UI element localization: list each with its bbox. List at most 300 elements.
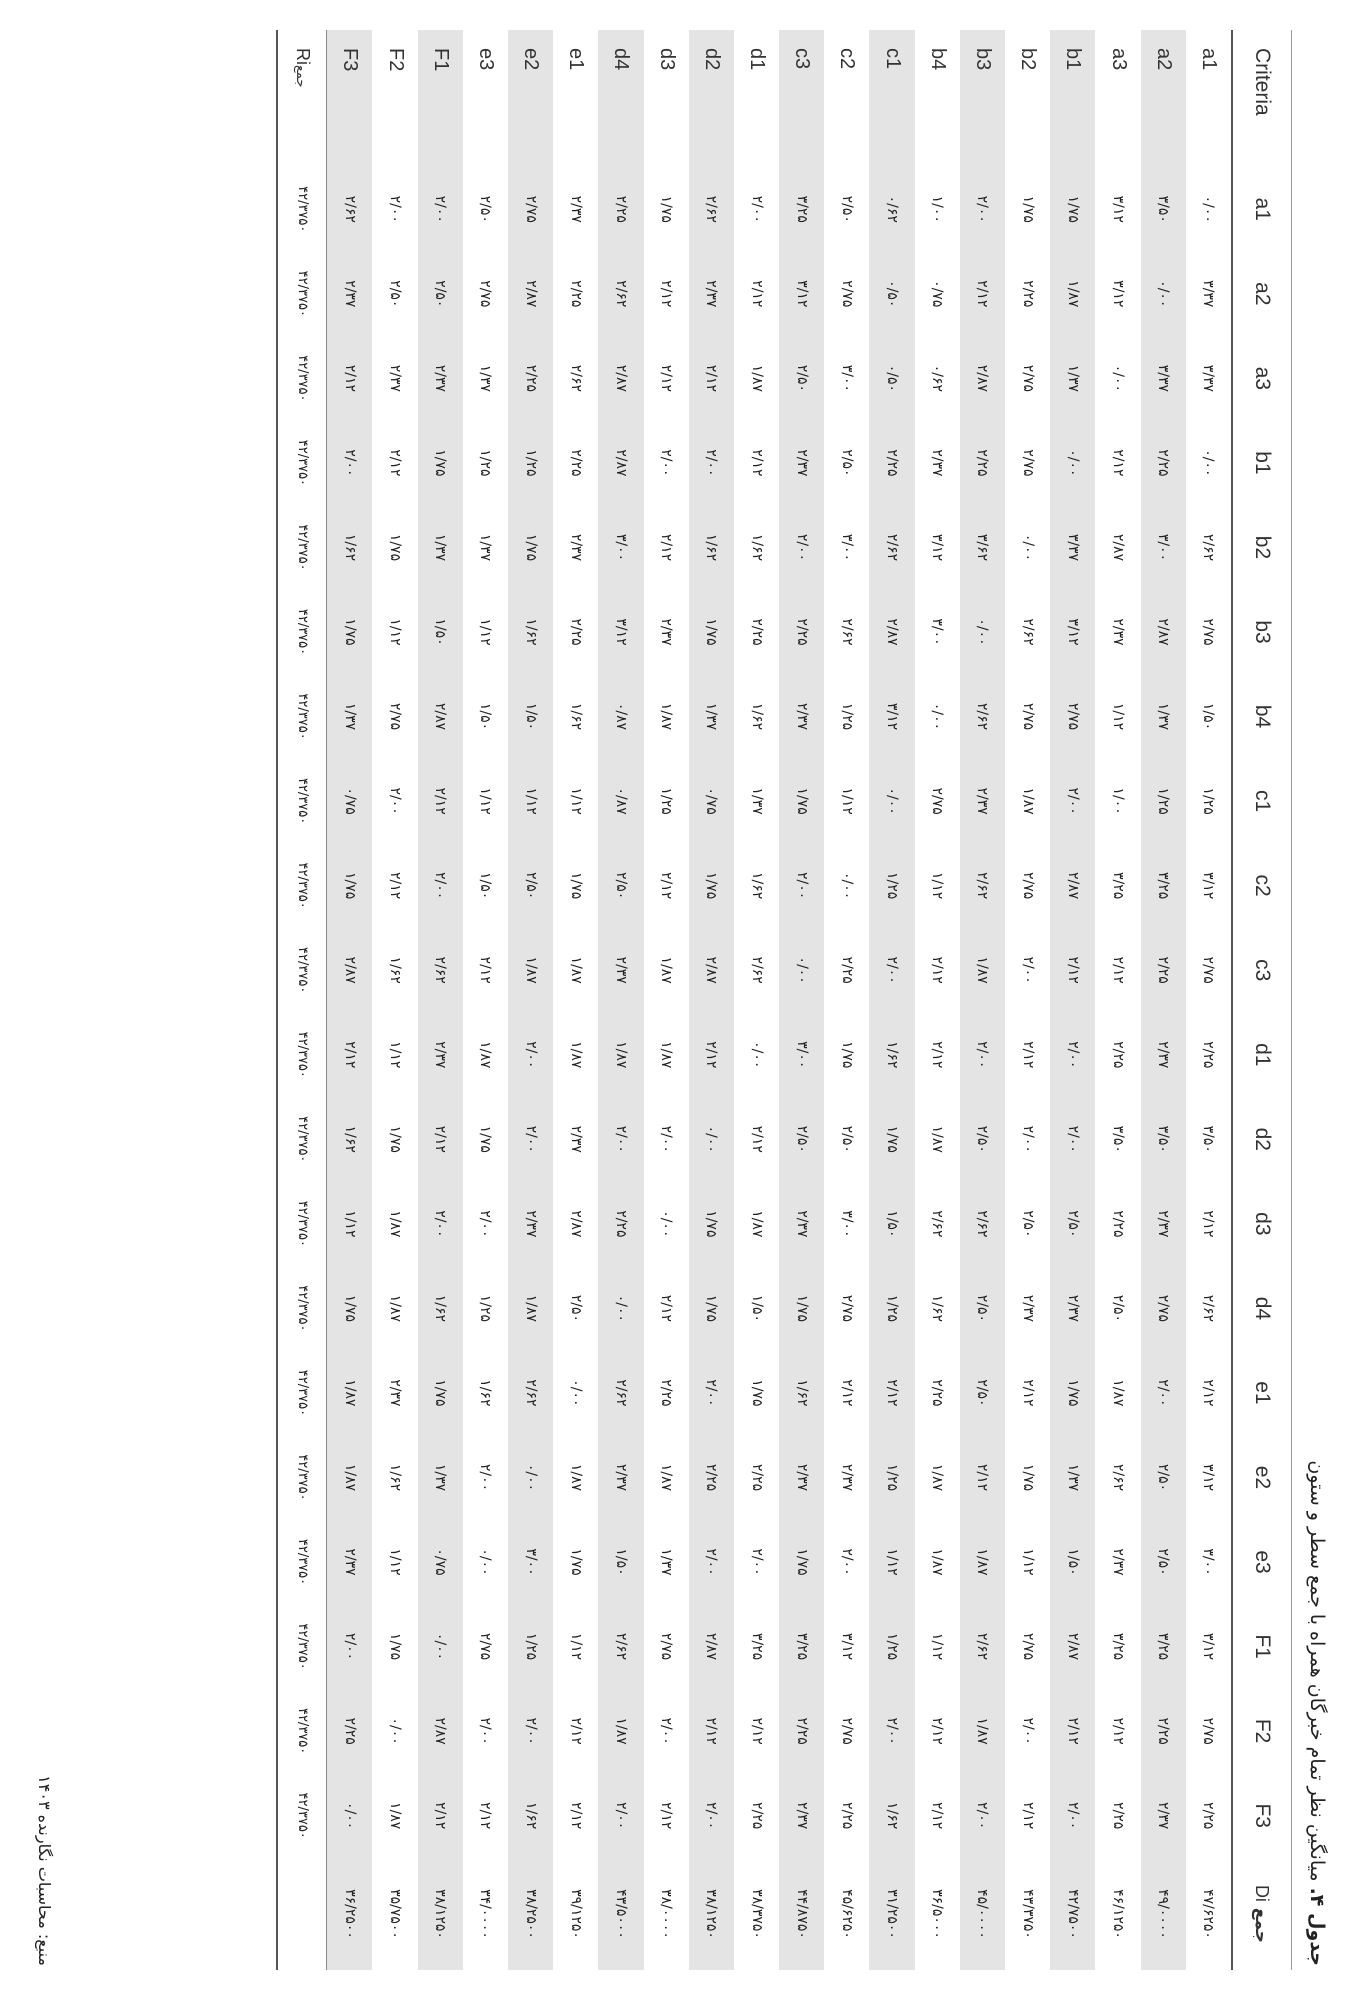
table-cell: ۲/۰۰ [477, 1210, 494, 1238]
table-cell: ۱/۷۵ [327, 843, 373, 928]
table-cell: ۰/۰۰ [508, 1435, 553, 1520]
table-cell: ۲/۱۲ [748, 280, 765, 308]
table-cell: ۲/۱۲ [838, 1379, 855, 1407]
table-cell: ۲/۱۲ [929, 956, 946, 984]
table-cell: ۱/۵۰ [477, 872, 494, 900]
table-cell: ۲/۱۲ [418, 1097, 463, 1182]
table-cell: ۰/۰۰ [838, 872, 855, 900]
table-cell: ۱/۲۵ [508, 421, 553, 506]
table-cell: ۰/۰۰ [1141, 252, 1186, 337]
table-cell: ۲/۱۲ [1019, 1802, 1036, 1830]
table-cell: ۳/۱۲ [1110, 280, 1127, 308]
table-cell: ۱/۸۷ [567, 956, 584, 984]
table-cell: ۱/۷۵ [689, 1182, 734, 1267]
table-cell: ۱/۳۷ [1141, 674, 1186, 759]
table-cell: ۲/۳۷ [658, 618, 675, 646]
table-cell: ۲/۰۰ [689, 1773, 734, 1858]
table-caption [1306, 1460, 1328, 1966]
table-cell: ۲/۳۷ [779, 1182, 824, 1267]
table-cell: ۳/۱۲ [870, 674, 915, 759]
table-cell: ۱/۷۵ [658, 195, 675, 223]
table-cell: ۰/۰۰ [689, 1097, 734, 1182]
table-cell: ۲/۸۷ [598, 421, 643, 506]
table-cell: ۱/۷۵ [567, 872, 584, 900]
table-cell: ۰/۸۷ [598, 759, 643, 844]
table-cell: ۳/۱۲ [598, 590, 643, 675]
row-criteria: b4 [926, 48, 949, 71]
table-cell: ۲/۷۵ [1019, 872, 1036, 900]
table-cell: ۲/۵۰ [477, 195, 494, 223]
table-cell: ۲/۲۵ [1110, 1802, 1127, 1830]
table-row [824, 30, 869, 1970]
table-cell: ۱/۲۵ [1141, 759, 1186, 844]
table-cell: ۲/۱۲ [1050, 1689, 1095, 1774]
table-cell: ۲/۰۰ [748, 195, 765, 223]
table-cell: ۳/۲۵ [1141, 843, 1186, 928]
sum-cell: ۴۲/۳۷۵۰ [277, 167, 327, 252]
table-cell: ۲/۳۷ [327, 1520, 373, 1605]
sum-cell: ۴۲/۳۷۵۰ [277, 505, 327, 590]
table-cell: ۲/۲۵ [1019, 280, 1036, 308]
table-cell: ۳/۳۷ [1141, 336, 1186, 421]
table-cell: ۱/۶۲ [508, 1773, 553, 1858]
header-criteria: Criteria [1232, 30, 1292, 167]
table-cell: ۳/۱۲ [838, 1632, 855, 1661]
table-cell: ۲/۰۰ [598, 1773, 643, 1858]
table-cell: ۱/۳۷ [689, 674, 734, 759]
table-cell: ۲/۱۲ [689, 1012, 734, 1097]
table-cell: ۲/۳۷ [1141, 1773, 1186, 1858]
table-cell: ۱/۶۲ [387, 1463, 404, 1492]
table-cell: ۲/۰۰ [477, 1463, 494, 1492]
table-cell: ۲/۱۲ [929, 1717, 946, 1745]
table-cell: ۱/۸۷ [929, 1463, 946, 1492]
header-cell: a2 [1232, 252, 1292, 337]
row-criteria: d3 [655, 48, 678, 71]
table-cell: ۲/۷۵ [477, 280, 494, 308]
table-cell: ۲/۸۷ [1050, 843, 1095, 928]
sum-cell: ۴۲/۳۷۵۰ [277, 1182, 327, 1267]
table-cell: ۲/۱۲ [689, 1689, 734, 1774]
table-cell: ۱/۸۷ [1050, 252, 1095, 337]
table-cell: ۲/۱۲ [1019, 1041, 1036, 1069]
table-cell: ۲/۳۷ [689, 252, 734, 337]
table-cell: ۲/۱۲ [477, 956, 494, 984]
table-cell: ۲/۱۲ [1019, 1379, 1036, 1407]
table-row [553, 30, 598, 1970]
table-cell: ۲/۲۵ [1141, 928, 1186, 1013]
table-cell: ۳/۲۵ [1110, 872, 1127, 900]
header-cell: b2 [1232, 505, 1292, 590]
table-cell: ۳۹/۱۲۵۰ [567, 1889, 584, 1939]
table-cell: ۲/۱۲ [418, 1773, 463, 1858]
header-cell: b4 [1232, 674, 1292, 759]
table-cell: ۱/۸۷ [929, 1548, 946, 1576]
table-cell: ۲/۷۵ [1200, 956, 1217, 984]
table-cell: ۲/۶۲ [1200, 1294, 1217, 1323]
table-cell: ۱/۶۲ [929, 1294, 946, 1323]
table-cell: ۳/۶۲ [960, 505, 1005, 590]
table-cell: ۲/۶۲ [960, 674, 1005, 759]
table-cell: ۱/۸۷ [387, 1210, 404, 1238]
table-cell: ۴۳/۵۰۰۰ [598, 1858, 643, 1970]
header-cell: F1 [1232, 1604, 1292, 1689]
table-cell: ۲/۶۲ [418, 928, 463, 1013]
table-cell: ۱/۸۷ [960, 1689, 1005, 1774]
table-cell: ۳۸/۱۲۵۰ [689, 1858, 734, 1970]
table-cell: ۲/۰۰ [658, 1717, 675, 1745]
table-cell: ۳/۰۰ [1141, 505, 1186, 590]
table-cell: ۴۳/۳۷۵۰ [1019, 1889, 1036, 1939]
table-cell: ۲/۰۰ [387, 787, 404, 815]
header-cell: b1 [1232, 421, 1292, 506]
table-cell: ۲/۱۲ [1200, 1210, 1217, 1238]
header-cell: d1 [1232, 1012, 1292, 1097]
table-cell: ۲/۶۲ [748, 956, 765, 984]
table-row [598, 30, 643, 1970]
table-cell: ۱/۸۷ [960, 1520, 1005, 1605]
table-cell: ۱/۱۲ [1110, 702, 1127, 731]
table-cell: ۲/۳۷ [779, 674, 824, 759]
table-cell: ۲/۰۰ [477, 1717, 494, 1745]
table-cell: ۲/۸۷ [598, 336, 643, 421]
table-cell: ۱/۳۷ [418, 505, 463, 590]
table-cell: ۲/۰۰ [327, 1604, 373, 1689]
table-cell: ۱/۸۷ [477, 1041, 494, 1069]
header-cell: d3 [1232, 1182, 1292, 1267]
table-cell: ۱/۸۷ [748, 1210, 765, 1238]
table-cell: ۳/۵۰ [1110, 1125, 1127, 1153]
table-cell: ۲/۱۲ [477, 1802, 494, 1830]
table-cell: ۰/۰۰ [477, 1548, 494, 1576]
table-cell: ۰/۶۲ [929, 364, 946, 392]
table-cell: ۲/۲۵ [748, 618, 765, 646]
table-cell: ۰/۵۰ [870, 336, 915, 421]
table-cell: ۱/۶۲ [870, 1012, 915, 1097]
table-row [1141, 30, 1186, 1970]
table-cell: ۱/۳۷ [1050, 1435, 1095, 1520]
table-cell: ۴۷/۶۲۵۰ [1200, 1889, 1217, 1939]
table-cell: ۲/۵۰ [418, 252, 463, 337]
table-cell: ۱/۶۲ [870, 1773, 915, 1858]
table-cell: ۲/۷۵ [1200, 1717, 1217, 1745]
table-cell: ۰/۰۰ [658, 1210, 675, 1238]
table-cell: ۱/۸۷ [658, 956, 675, 984]
table-cell: ۱/۷۵ [387, 1125, 404, 1153]
table-cell: ۲/۰۰ [1050, 1773, 1095, 1858]
table-cell: ۲/۶۲ [327, 167, 373, 252]
table-row [644, 30, 689, 1970]
row-criteria: a2 [1141, 30, 1186, 167]
table-cell: ۲/۳۷ [508, 1182, 553, 1267]
table-cell: ۲/۵۰ [838, 449, 855, 477]
table-cell: ۳/۱۲ [779, 252, 824, 337]
table-cell: ۲/۸۷ [508, 252, 553, 337]
table-cell: ۱/۶۲ [748, 533, 765, 562]
table-cell: ۳۸/۰۰۰۰ [658, 1889, 675, 1939]
table-cell: ۱/۳۷ [477, 533, 494, 562]
table-cell: ۳/۲۵ [748, 1632, 765, 1661]
table-cell: ۲/۰۰ [658, 449, 675, 477]
table-cell: ۲/۱۲ [960, 1435, 1005, 1520]
table-cell: ۱/۷۵ [689, 590, 734, 675]
table-cell: ۱/۷۵ [327, 590, 373, 675]
table-cell: ۲/۰۰ [1141, 1351, 1186, 1436]
table-row [372, 30, 417, 1970]
table-row [1005, 30, 1050, 1970]
table-cell: ۲/۲۵ [1141, 1689, 1186, 1774]
table-cell: ۳/۰۰ [779, 1012, 824, 1097]
row-criteria: F2 [384, 48, 407, 72]
table-cell: ۱/۵۰ [598, 1520, 643, 1605]
table-cell: ۲/۶۲ [1019, 618, 1036, 646]
header-di-sum [1232, 1858, 1292, 1970]
table-cell: ۲/۱۲ [327, 1012, 373, 1097]
table-cell: ۱/۶۲ [508, 590, 553, 675]
table-cell: ۲/۵۰ [838, 195, 855, 223]
table-cell: ۲/۸۷ [1141, 590, 1186, 675]
table-cell: ۴۹/۰۰۰۰ [1141, 1858, 1186, 1970]
table-cell: ۲/۰۰ [1050, 1097, 1095, 1182]
table-cell: ۲/۲۵ [1200, 1041, 1217, 1069]
table-cell: ۱/۷۵ [779, 759, 824, 844]
table-cell: ۲/۳۷ [567, 195, 584, 223]
table-cell: ۰/۰۰ [779, 928, 824, 1013]
table-cell: ۳۶/۲۵۰۰ [327, 1858, 373, 1970]
header-cell: e2 [1232, 1435, 1292, 1520]
table-cell: ۲/۷۵ [1200, 618, 1217, 646]
table-cell: ۲/۳۷ [1019, 1294, 1036, 1323]
table-cell: ۰/۷۵ [929, 280, 946, 308]
header-cell: c3 [1232, 928, 1292, 1013]
table-cell: ۱/۲۵ [870, 1604, 915, 1689]
table-row [779, 30, 824, 1970]
table-cell: ۲/۶۲ [838, 618, 855, 646]
table-cell: ۲/۲۵ [838, 1802, 855, 1830]
table-cell: ۳/۵۰ [1141, 1097, 1186, 1182]
table-cell: ۳/۵۰ [1141, 167, 1186, 252]
table-cell: ۱/۳۷ [477, 364, 494, 392]
table-cell: ۳۴/۰۰۰۰ [477, 1889, 494, 1939]
table-cell: ۳/۳۷ [1200, 280, 1217, 308]
table-cell: ۲/۶۲ [598, 1604, 643, 1689]
table-cell: ۳۸/۱۲۵۰ [418, 1858, 463, 1970]
table-cell: ۲/۳۷ [779, 421, 824, 506]
table-cell: ۱/۱۲ [929, 1632, 946, 1661]
table-cell: ۲/۰۰ [1050, 1012, 1095, 1097]
table-cell: ۲/۶۲ [870, 505, 915, 590]
table-cell: ۲/۰۰ [387, 195, 404, 223]
table-cell: ۰/۰۰ [567, 1379, 584, 1407]
table-cell: ۲/۶۲ [1110, 1463, 1127, 1492]
table-cell: ۱/۲۵ [1200, 787, 1217, 815]
table-cell: ۲/۷۵ [838, 1294, 855, 1323]
table-cell: ۱/۷۵ [387, 1632, 404, 1661]
header-cell: a3 [1232, 336, 1292, 421]
table-cell: ۲/۲۵ [1200, 1802, 1217, 1830]
table-cell: ۲/۲۵ [748, 1463, 765, 1492]
table-container [276, 30, 1292, 1970]
sum-cell: ۴۲/۳۷۵۰ [277, 674, 327, 759]
table-cell: ۱/۷۵ [327, 1266, 373, 1351]
table-cell: ۱/۱۲ [327, 1182, 373, 1267]
table-cell: ۱/۸۷ [658, 1041, 675, 1069]
table-cell: ۱/۵۰ [418, 590, 463, 675]
table-cell: ۱/۲۵ [870, 1435, 915, 1520]
table-cell: ۲/۶۲ [508, 1351, 553, 1436]
table-cell: ۱/۵۰ [1200, 702, 1217, 731]
table-cell: ۲/۲۵ [748, 1802, 765, 1830]
table-cell: ۲/۰۰ [779, 843, 824, 928]
table-cell: ۱/۶۲ [477, 1379, 494, 1407]
table-cell: ۱/۷۵ [779, 1520, 824, 1605]
table-cell: ۲/۰۰ [689, 421, 734, 506]
table-cell: ۱/۱۲ [567, 787, 584, 815]
table-row [418, 30, 463, 1970]
table-cell: ۱/۵۰ [870, 1182, 915, 1267]
table-cell: ۰/۰۰ [1050, 421, 1095, 506]
table-cell: ۳/۲۵ [779, 167, 824, 252]
table-cell: ۲/۰۰ [960, 1773, 1005, 1858]
table-cell: ۲/۲۵ [779, 1689, 824, 1774]
table-cell: ۰/۰۰ [960, 590, 1005, 675]
table-row [1095, 30, 1140, 1970]
table-cell: ۲/۵۰ [779, 1097, 824, 1182]
table-row [1050, 30, 1095, 1970]
table-cell: ۲/۰۰ [508, 1097, 553, 1182]
source-note: منبع: محاسبات نگارنده ۱۴۰۳ [35, 1775, 54, 1966]
table-cell: ۲/۶۲ [960, 843, 1005, 928]
table-cell: ۱/۸۷ [387, 1294, 404, 1323]
table-cell: ۰/۰۰ [1200, 195, 1217, 223]
table-cell: ۳/۰۰ [838, 533, 855, 562]
table-cell: ۱/۱۲ [508, 759, 553, 844]
table-cell: ۲/۱۲ [658, 872, 675, 900]
table-cell: ۱/۲۵ [870, 1266, 915, 1351]
table-cell: ۱/۳۷ [327, 674, 373, 759]
table-cell: ۲/۸۷ [327, 928, 373, 1013]
table-row [870, 30, 915, 1970]
row-criteria: a3 [1107, 48, 1130, 71]
table-cell: ۱/۶۲ [689, 505, 734, 590]
table-cell: ۱/۸۷ [508, 928, 553, 1013]
table-cell: ۲/۶۲ [929, 1210, 946, 1238]
table-cell: ۲/۳۷ [387, 1379, 404, 1407]
table-cell: ۲/۱۲ [748, 449, 765, 477]
table-cell: ۲/۰۰ [418, 1182, 463, 1267]
table-cell: ۳/۳۷ [1200, 364, 1217, 392]
table-cell: ۲/۱۲ [929, 1041, 946, 1069]
header-cell: a1 [1232, 167, 1292, 252]
header-di-label: Di [1252, 1884, 1272, 1902]
table-cell: ۲/۳۷ [960, 759, 1005, 844]
sum-row-label [277, 30, 327, 167]
table-cell: ۲/۱۲ [658, 280, 675, 308]
table-cell: ۲/۳۷ [567, 1125, 584, 1153]
table-cell: ۲/۰۰ [1050, 759, 1095, 844]
table-row [960, 30, 1005, 1970]
table-cell: ۰/۰۰ [1110, 364, 1127, 392]
table-cell: ۱/۱۲ [477, 787, 494, 815]
table-cell: ۰/۶۲ [870, 167, 915, 252]
table-cell: ۲/۸۷ [1050, 1604, 1095, 1689]
header-cell: d2 [1232, 1097, 1292, 1182]
table-cell: ۲/۸۷ [689, 928, 734, 1013]
table-cell: ۲/۰۰ [689, 1520, 734, 1605]
table-cell: ۲/۱۲ [327, 336, 373, 421]
table-cell: ۳/۱۲ [1200, 1463, 1217, 1492]
table-cell: ۲/۵۰ [1110, 1294, 1127, 1323]
table-cell: ۲/۱۲ [748, 1717, 765, 1745]
table-cell: ۲/۲۵ [1141, 421, 1186, 506]
table-cell: ۲/۶۲ [1200, 533, 1217, 562]
table-cell: ۲/۷۵ [508, 167, 553, 252]
table-cell: ۲/۳۷ [598, 928, 643, 1013]
table-cell: ۳/۰۰ [1200, 1548, 1217, 1576]
row-criteria: b3 [960, 30, 1005, 167]
table-cell: ۲/۳۷ [1110, 618, 1127, 646]
sum-cell: ۴۲/۳۷۵۰ [277, 421, 327, 506]
table-cell: ۲/۲۵ [598, 167, 643, 252]
table-cell: ۱/۷۵ [1019, 1463, 1036, 1492]
table-cell: ۱/۸۷ [327, 1351, 373, 1436]
table-cell: ۲/۶۲ [960, 1182, 1005, 1267]
table-cell: ۲/۲۵ [929, 1379, 946, 1407]
table-cell: ۱/۸۷ [567, 1463, 584, 1492]
table-cell: ۲/۱۲ [1200, 1379, 1217, 1407]
table-cell: ۲/۰۰ [960, 167, 1005, 252]
ri-label: Ri [292, 48, 313, 65]
table-cell: ۲/۵۰ [508, 843, 553, 928]
table-cell: ۴۵/۰۰۰۰ [960, 1858, 1005, 1970]
table-cell: ۱/۶۲ [748, 702, 765, 731]
table-cell: ۲/۲۵ [838, 956, 855, 984]
table-cell: ۱/۳۷ [1050, 336, 1095, 421]
table-cell: ۱/۱۲ [838, 787, 855, 815]
table-cell: ۱/۵۰ [748, 1294, 765, 1323]
table-cell: ۱/۰۰ [1110, 787, 1127, 815]
table-cell: ۲/۵۰ [1050, 1182, 1095, 1267]
table-cell: ۲/۷۵ [1050, 674, 1095, 759]
sum-cell: ۴۲/۳۷۵۰ [277, 590, 327, 675]
table-cell: ۱/۱۲ [1019, 1548, 1036, 1576]
table-cell: ۳۶/۵۰۰۰ [929, 1889, 946, 1939]
table-cell: ۲/۷۵ [838, 280, 855, 308]
header-cell: F2 [1232, 1689, 1292, 1774]
table-cell: ۰/۰۰ [327, 1773, 373, 1858]
table-cell: ۲/۱۲ [1110, 1717, 1127, 1745]
table-cell: ۱/۲۵ [658, 787, 675, 815]
table-cell: ۲/۱۲ [387, 449, 404, 477]
table-cell: ۱/۸۷ [508, 1266, 553, 1351]
table-cell: ۰/۷۵ [689, 759, 734, 844]
table-cell: ۱/۲۵ [508, 1604, 553, 1689]
table-cell: ۲/۰۰ [1019, 1125, 1036, 1153]
table-cell: ۱/۷۵ [387, 533, 404, 562]
table-cell: ۲/۳۷ [387, 364, 404, 392]
table-cell: ۲/۲۵ [779, 590, 824, 675]
table-cell: ۱/۲۵ [477, 1294, 494, 1323]
table-cell: ۱/۸۷ [929, 1125, 946, 1153]
table-cell: ۴۶/۱۲۵۰ [1110, 1889, 1127, 1939]
table-cell: ۲/۲۵ [508, 336, 553, 421]
table-cell: ۱/۶۲ [779, 1351, 824, 1436]
table-cell: ۲/۳۷ [779, 1435, 824, 1520]
table-cell: ۰/۰۰ [598, 1266, 643, 1351]
row-criteria: a1 [1197, 48, 1220, 71]
sum-cell: ۴۲/۳۷۵۰ [277, 336, 327, 421]
table-row [508, 30, 553, 1970]
